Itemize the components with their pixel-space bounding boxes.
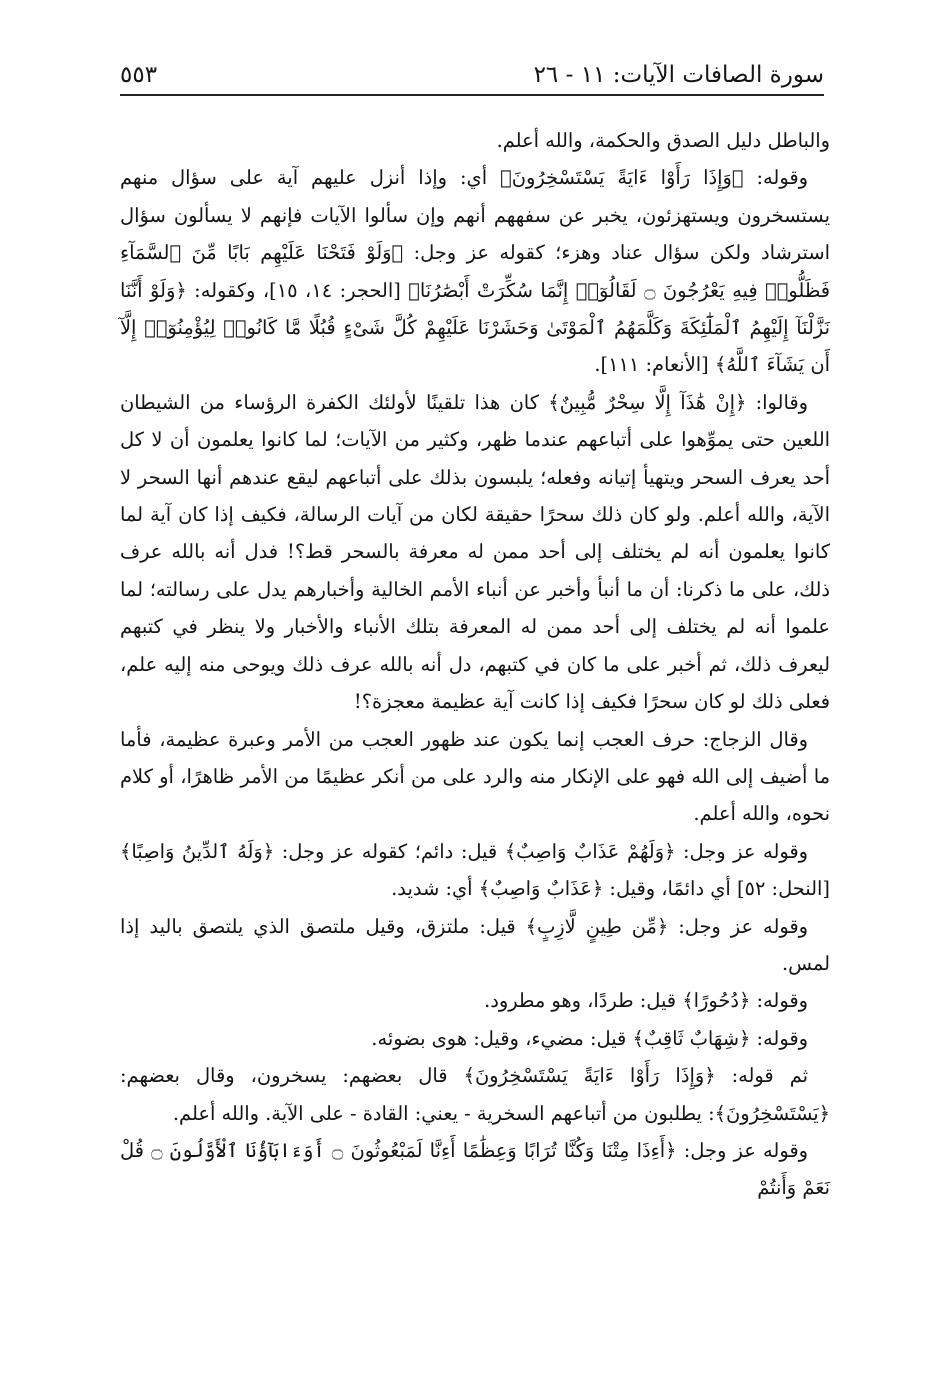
paragraph: وقوله: ﴿دُحُورًا﴾ قيل: طردًا، وهو مطرود.: [484, 989, 808, 1013]
paragraph: وقالوا: ﴿إِنْ هَٰذَآ إِلَّا سِحْرٌ مُّبِينٌ﴾ كان هذا تلقينًا لأولئك الكفرة الرؤساء من الشيطان اللعين حتى يموِّهوا على أتباعهم عندما ظهر، وكثير من الآيات؛ لما كانوا يعلمون أن لا كل أحد يعرف السحر ويتهيأ إتيانه وفعله؛ يلبسون بذلك على أتباعهم ليقع عندهم أنها السحر لا الآية، والله أعلم. ولو كان ذلك سحرًا حقيقة لكان من آيات الرسالة، فكيف إذا كان آية لما كانوا يعلمون أنه لم يختلف إلى أحد ممن له معرفة بالسحر قط؟! فدل أنه بالله عرف ذلك، على ما ذكرنا: أن ما أنبأ وأخبر عن أنباء الأمم الخالية وأخبارهم يدل على رسالته؛ لما علموا أنه لم يختلف إلى أحد ممن له المعرفة بتلك الأنباء والأخبار ولا ينظر في كتبهم ليعرف ذلك، ثم أخبر على ما كان في كتبهم، دل أنه بالله عرف ذلك ويوحى منه إليه علم، فعلى ذلك لو كان سحرًا فكيف إذا كانت آية عظيمة معجزة؟!: [120, 390, 830, 714]
page-header: [120, 60, 824, 96]
paragraph: وقوله: ﴿وَإِذَا رَأَوْا ءَايَةً يَسْتَسْخِرُونَ﴾ أي: وإذا أنزل عليهم آية على سؤال منهم يستسخرون ويستهزئون، يخبر عن سفههم أنهم وإن سألوا الآيات فإنهم لا يسألون سؤال استرشاد ولكن سؤال عناد وهزء؛ كقوله عز وجل: ﴿وَلَوْ فَتَحْنَا عَلَيْهِم بَابًا مِّنَ ٱلسَّمَآءِ فَظَلُّوا۟ فِيهِ يَعْرُجُونَ ۝ لَقَالُوٓا۟ إِنَّمَا سُكِّرَتْ أَبْصَٰرُنَا﴾ [الحجر: ١٤، ١٥]، وكقوله: ﴿وَلَوْ أَنَّنَا نَزَّلْنَآ إِلَيْهِمُ ٱلْمَلَٰٓئِكَةَ وَكَلَّمَهُمُ ٱلْمَوْتَىٰ وَحَشَرْنَا عَلَيْهِمْ كُلَّ شَىْءٍ قُبُلًا مَّا كَانُوا۟ لِيُؤْمِنُوٓا۟ إِلَّآ أَن يَشَآءَ ٱللَّهُ﴾ [الأنعام: ١١١].: [120, 166, 830, 377]
header-rule: [120, 94, 824, 96]
running-title: سورة الصافات الآيات: ١١ - ٢٦: [533, 62, 824, 88]
page-body: [120, 122, 830, 1207]
paragraph: وقال الزجاج: حرف العجب إنما يكون عند ظهور العجب من الأمر وعبرة عظيمة، فأما ما أضيف إلى الله فهو على الإنكار منه والرد على من أنكر عظيمًا من الأمر ظاهرًا، أو كلام نحوه، والله أعلم.: [120, 727, 830, 826]
paragraph: وقوله عز وجل: ﴿مِّن طِينٍ لَّازِبٍ﴾ قيل: ملتزق، وقيل ملتصق الذي يلتصق باليد إذا لمس.: [120, 914, 830, 975]
paragraph: وقوله: ﴿شِهَابٌ ثَاقِبٌ﴾ قيل: مضيء، وقيل: هوى بضوئه.: [371, 1026, 808, 1050]
paragraph: وقوله عز وجل: ﴿أَءِذَا مِتْنَا وَكُنَّا تُرَابًا وَعِظَٰمًا أَءِنَّا لَمَبْعُوثُونَ ۝ أَوَءَابَآؤُنَا ٱلْأَوَّلُونَ ۝ قُلْ نَعَمْ وَأَنتُمْ: [120, 1138, 830, 1200]
paragraph: ثم قوله: ﴿وَإِذَا رَأَوْا ءَايَةً يَسْتَسْخِرُونَ﴾ قال بعضهم: يسخرون، وقال بعضهم: ﴿يَسْتَسْخِرُونَ﴾: يطلبون من أتباعهم السخرية - يعني: القادة - على الآية. والله أعلم.: [120, 1064, 830, 1125]
paragraph: وقوله عز وجل: ﴿وَلَهُمْ عَذَابٌ وَاصِبٌ﴾ قيل: دائم؛ كقوله عز وجل: ﴿وَلَهُ ٱلدِّينُ وَاصِبًا﴾ [النحل: ٥٢] أي دائمًا، وقيل: ﴿عَذَابٌ وَاصِبٌ﴾ أي: شديد.: [120, 839, 830, 901]
page-number: ٥٥٣: [120, 62, 158, 88]
paragraph: والباطل دليل الصدق والحكمة، والله أعلم.: [496, 129, 830, 152]
